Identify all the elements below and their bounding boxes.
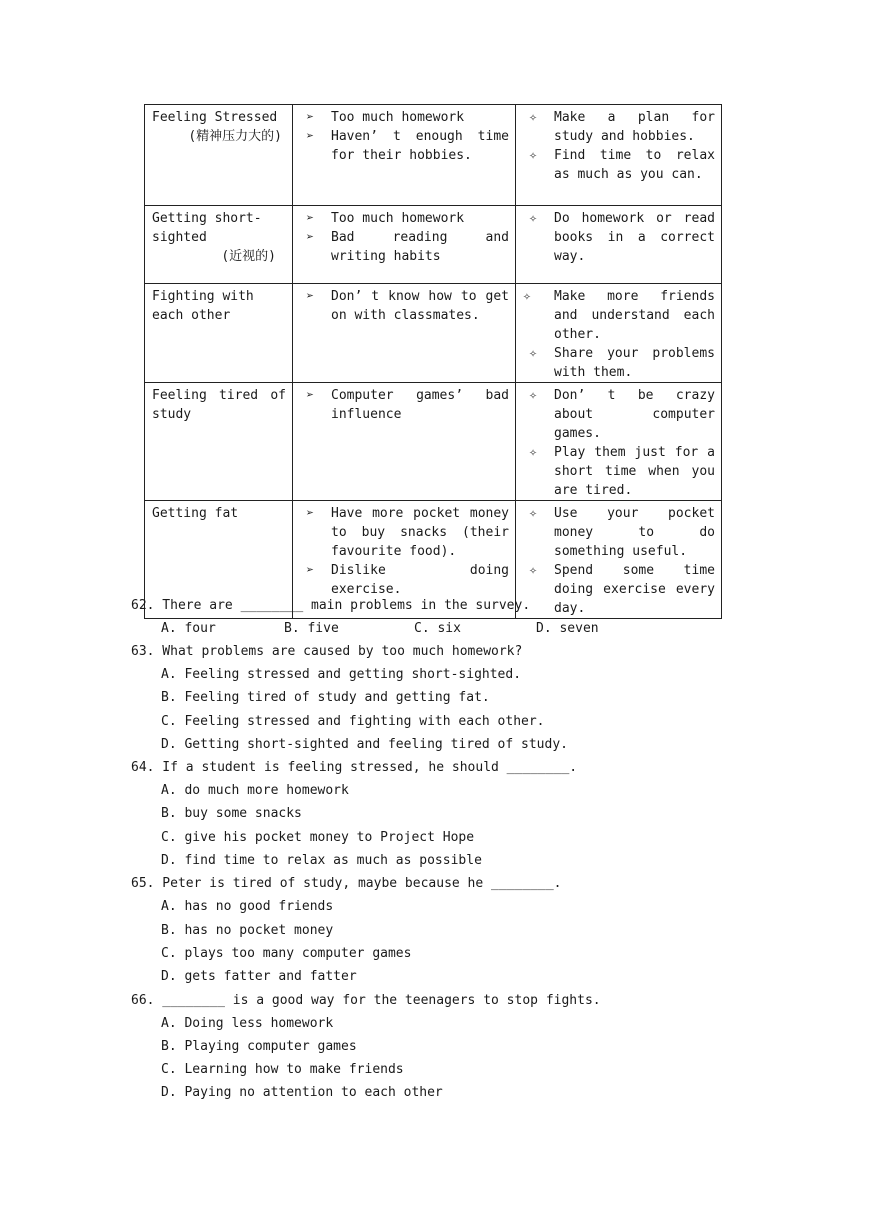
star-bullet-icon: ✧ [529,148,537,163]
question-63 [131,640,751,756]
cause-text: Dislike doing exercise. [331,563,509,597]
questions-section [131,594,751,1105]
list-item [523,146,715,184]
list-item [523,209,715,266]
list-item [300,209,509,228]
causes-cell [293,105,516,206]
problem-label: Feeling tired of study [152,388,286,422]
star-bullet-icon: ✧ [529,211,537,226]
advice-text: Spend some time doing exercise every day. [554,563,715,616]
star-bullet-icon: ✧ [523,289,531,304]
arrow-bullet-icon: ➢ [306,129,314,144]
cause-text: Don’ t know how to get on with classmates. [331,289,509,323]
advice-text: Make more friends and understand each other. [554,289,715,342]
advice-text: Don’ t be crazy about computer games. [554,388,715,441]
problem-label: Feeling Stressed [152,110,278,125]
question-stem: 65. Peter is tired of study, maybe because he ________. [131,876,562,892]
option-c: C. give his pocket money to Project Hope [161,829,475,845]
advice-cell [516,383,722,501]
star-bullet-icon: ✧ [529,346,537,361]
arrow-bullet-icon: ➢ [306,506,314,521]
option-b: B. Playing computer games [161,1038,357,1054]
cause-text: Computer games’ bad influence [331,388,509,422]
option-d: D. find time to relax as much as possible [161,853,482,869]
problem-label-chinese: (精神压力大的) [188,129,282,144]
list-item [300,504,509,561]
option-b: B. has no pocket money [161,922,334,938]
question-62 [131,594,751,640]
survey-table [144,104,722,619]
list-item [300,287,509,325]
option-a: A. Doing less homework [161,1015,334,1031]
list-item [300,127,509,165]
table-row [145,206,722,284]
option-b: B. five [284,621,339,636]
question-stem: 66. ________ is a good way for the teenagers to stop fights. [131,992,601,1008]
star-bullet-icon: ✧ [529,110,537,125]
cause-text: Too much homework [331,211,465,226]
table-row [145,284,722,383]
list-item [523,386,715,443]
option-c: C. plays too many computer games [161,945,412,961]
problem-cell [145,383,293,501]
cause-text: Haven’ t enough time for their hobbies. [331,129,509,163]
advice-cell [516,105,722,206]
list-item [300,108,509,127]
causes-cell [293,284,516,383]
option-d: D. Getting short-sighted and feeling tired of study. [161,736,568,752]
option-d: D. gets fatter and fatter [161,969,357,985]
option-c: C. Learning how to make friends [161,1062,404,1078]
problem-cell [145,284,293,383]
arrow-bullet-icon: ➢ [306,563,314,578]
star-bullet-icon: ✧ [529,445,537,460]
list-item [523,504,715,561]
option-a: A. four [161,621,216,636]
arrow-bullet-icon: ➢ [306,211,314,226]
question-66 [131,989,751,1105]
question-stem: 64. If a student is feeling stressed, he should ________. [131,760,578,776]
advice-text: Play them just for a short time when you are tired. [554,445,715,498]
star-bullet-icon: ✧ [529,506,537,521]
list-item [523,108,715,146]
list-item [300,228,509,266]
options-row [131,617,751,640]
star-bullet-icon: ✧ [529,388,537,403]
advice-text: Share your problems with them. [554,346,715,380]
arrow-bullet-icon: ➢ [306,230,314,245]
cause-text: Too much homework [331,110,465,125]
advice-text: Use your pocket money to do something useful. [554,506,715,559]
causes-cell [293,383,516,501]
cause-text: Bad reading and writing habits [331,230,509,264]
question-stem: 63. What problems are caused by too much homework? [131,644,523,659]
table-row [145,383,722,501]
list-item [523,344,715,382]
option-b: B. Feeling tired of study and getting fat. [161,690,490,706]
question-64 [131,756,751,872]
question-65 [131,872,751,988]
option-a: A. do much more homework [161,783,349,799]
advice-text: Make a plan for study and hobbies. [554,110,715,144]
option-d: D. seven [536,621,599,636]
option-d: D. Paying no attention to each other [161,1085,443,1101]
option-a: A. has no good friends [161,899,334,915]
problem-cell [145,105,293,206]
advice-cell [516,284,722,383]
advice-text: Find time to relax as much as you can. [554,148,715,182]
problem-cell [145,206,293,284]
question-stem: 62. There are ________ main problems in the survey. [131,598,531,613]
arrow-bullet-icon: ➢ [306,388,314,403]
list-item [523,287,715,344]
list-item [523,443,715,500]
arrow-bullet-icon: ➢ [306,289,314,304]
arrow-bullet-icon: ➢ [306,110,314,125]
cause-text: Have more pocket money to buy snacks (their favourite food). [331,506,509,559]
advice-text: Do homework or read books in a correct way. [554,211,715,264]
option-b: B. buy some snacks [161,806,302,822]
option-c: C. Feeling stressed and fighting with each other. [161,713,545,729]
problem-label-chinese: (近视的) [221,249,276,264]
problem-label: Getting fat [152,506,239,521]
option-a: A. Feeling stressed and getting short-sighted. [161,667,522,682]
table-row [145,105,722,206]
advice-cell [516,206,722,284]
star-bullet-icon: ✧ [529,563,537,578]
option-c: C. six [414,621,461,636]
causes-cell [293,206,516,284]
problem-label: Fighting with each other [152,289,254,323]
problem-label: Getting short-sighted [152,211,262,245]
list-item [300,386,509,424]
